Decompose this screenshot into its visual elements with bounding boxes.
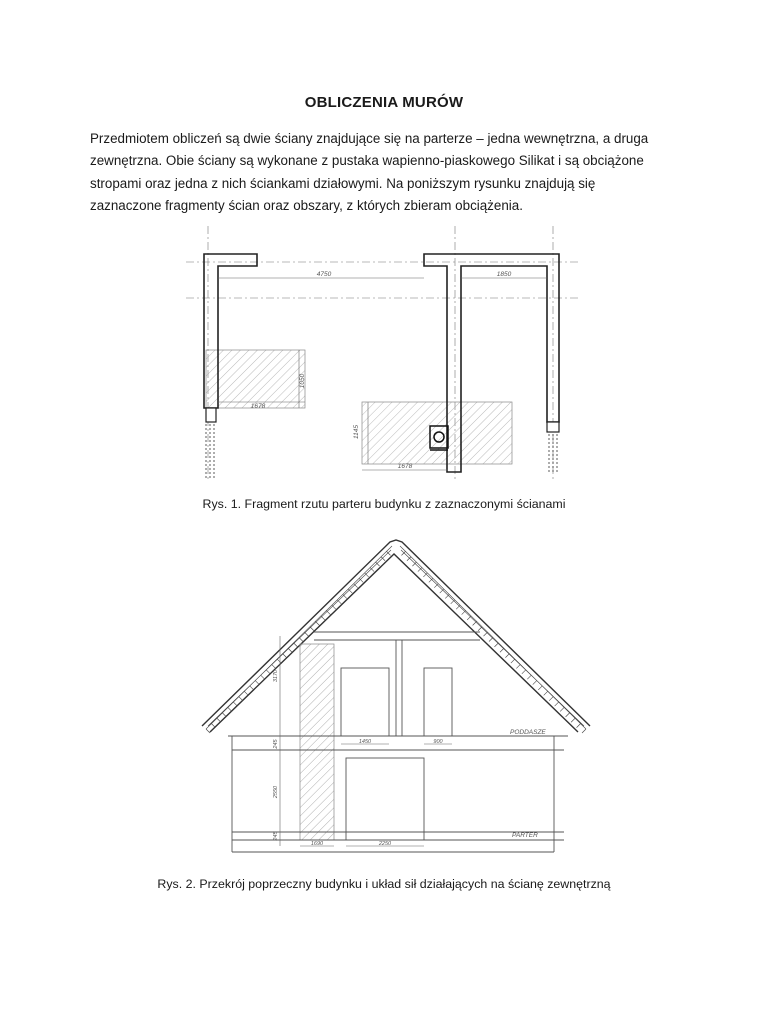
floor-plan-figure	[186, 226, 580, 482]
paragraph-line: zaznaczone fragmenty ścian oraz obszary, z których zbieram obciążenia.	[90, 198, 523, 214]
figure1-caption: Rys. 1. Fragment rzutu parteru budynku z zaznaczonymi ścianami	[202, 497, 566, 511]
dimension-label: 900	[433, 739, 443, 745]
intro-paragraph	[90, 128, 690, 218]
page-title: OBLICZENIA MURÓW	[304, 94, 464, 111]
hatched-wall-strip	[300, 644, 334, 840]
dimension-label: 2550	[273, 785, 279, 799]
cross-section-figure	[198, 536, 598, 856]
paragraph-line: Przedmiotem obliczeń są dwie ściany znajdujące się na parterze – jedna wewnętrzna, a druga	[90, 131, 649, 146]
dimension-label: 4750	[316, 271, 332, 278]
dimension-label: 3170	[273, 669, 279, 683]
paragraph-line: stropami oraz jedna z nich ściankami działowymi. Na poniższym rysunku znajdują się	[90, 175, 596, 191]
dimension-label: 2250	[378, 841, 392, 847]
dimension-label: 245	[273, 739, 279, 749]
dimension-label: 1678	[397, 463, 413, 470]
level-label-ground: PARTER	[512, 832, 538, 839]
dimension-label: 1678	[250, 403, 266, 410]
paragraph-line: zewnętrzna. Obie ściany są wykonane z pustaka wapienno-piaskowego Silikat i są obciążone	[90, 153, 644, 169]
dimension-label: 1850	[496, 271, 512, 278]
dimension-label: 1690	[310, 841, 324, 847]
dimension-label: 245	[273, 831, 279, 841]
dimension-label: 1050	[299, 373, 306, 389]
dimension-label: 1145	[353, 425, 360, 439]
level-label-attic: PODDASZE	[510, 729, 546, 736]
figure2-caption: Rys. 2. Przekrój poprzeczny budynku i układ sił działających na ścianę zewnętrzną	[157, 877, 611, 891]
dimension-label: 1450	[358, 739, 372, 745]
load-area-1	[206, 350, 305, 408]
